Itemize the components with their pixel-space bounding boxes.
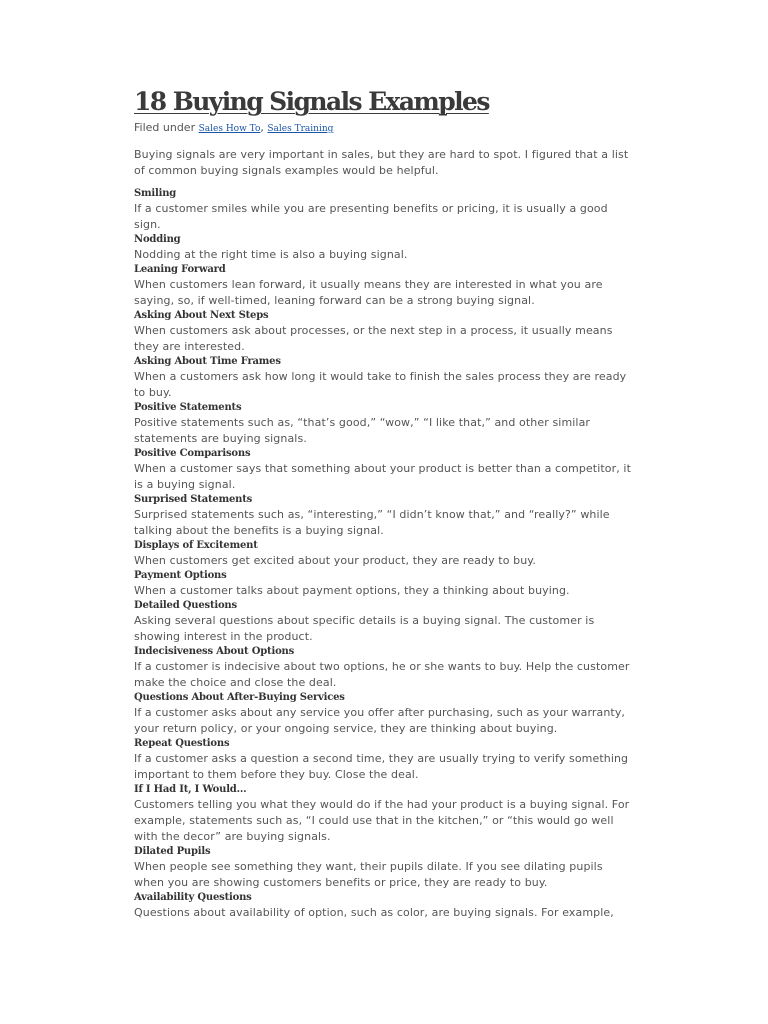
signal-heading: Detailed Questions	[134, 600, 237, 611]
signal-description: Nodding at the right time is also a buying signal.	[134, 248, 408, 261]
signal-heading: Nodding	[134, 234, 181, 245]
signal-description: When a customer says that something about your product is better than a competitor, it is a buying signal.	[134, 462, 631, 491]
signal-description: When customers get excited about your product, they are ready to buy.	[134, 554, 536, 567]
signal-description: If a customer asks about any service you offer after purchasing, such as your warranty, your return policy, or your ongoing service, they are thinking about buying.	[134, 706, 626, 735]
signal-item	[134, 233, 634, 263]
page-title: 18 Buying Signals Examples	[134, 87, 489, 116]
signal-description: When a customers ask how long it would take to finish the sales process they are ready to buy.	[134, 370, 627, 399]
signal-item	[134, 401, 634, 447]
signal-description: If a customer smiles while you are presenting benefits or pricing, it is usually a good sign.	[134, 202, 608, 231]
signal-item	[134, 447, 634, 493]
filed-under-label: Filed under	[134, 121, 196, 134]
signal-heading: Displays of Excitement	[134, 540, 258, 551]
signal-item	[134, 599, 634, 645]
signal-description: Asking several questions about specific details is a buying signal. The customer is showing interest in the product.	[134, 614, 595, 643]
category-link-sales-training[interactable]: Sales Training	[267, 124, 334, 134]
signal-item	[134, 263, 634, 309]
signal-item	[134, 737, 634, 783]
signal-item	[134, 187, 634, 233]
signal-heading: Positive Comparisons	[134, 448, 251, 459]
signal-item	[134, 493, 634, 539]
signal-description: Surprised statements such as, “interesting,” “I didn’t know that,” and “really?” while talking about the benefits is a buying signal.	[134, 508, 610, 537]
signal-heading: Asking About Next Steps	[134, 310, 269, 321]
signal-description: When people see something they want, their pupils dilate. If you see dilating pupils when you are showing customers benefits or price, they are ready to buy.	[134, 860, 603, 889]
signal-heading: Surprised Statements	[134, 494, 253, 505]
signal-item	[134, 845, 634, 891]
signal-item	[134, 783, 634, 845]
signal-heading: If I Had It, I Would…	[134, 784, 247, 795]
signal-description: When customers lean forward, it usually means they are interested in what you are saying, so, if well-timed, leaning forward can be a strong buying signal.	[134, 278, 603, 307]
signal-heading: Smiling	[134, 188, 177, 199]
category-link-sales-how-to[interactable]: Sales How To	[198, 124, 261, 134]
signal-heading: Payment Options	[134, 570, 227, 581]
signal-description: If a customer is indecisive about two options, he or she wants to buy. Help the customer make the choice and close the deal.	[134, 660, 630, 689]
signal-item	[134, 645, 634, 691]
signal-item	[134, 309, 634, 355]
signal-item	[134, 539, 634, 569]
signal-description: Customers telling you what they would do if the had your product is a buying signal. For example, statements such as, “I could use that in the kitchen,” or “this would go well with the decor” are buying signals.	[134, 798, 630, 843]
signal-heading: Availability Questions	[134, 892, 252, 903]
signal-description: Questions about availability of option, such as color, are buying signals. For example,	[134, 906, 614, 919]
signal-heading: Questions About After-Buying Services	[134, 692, 345, 703]
signal-description: When a customer talks about payment options, they a thinking about buying.	[134, 584, 570, 597]
signal-heading: Indecisiveness About Options	[134, 646, 295, 657]
category-separator: ,	[260, 121, 264, 134]
signal-heading: Leaning Forward	[134, 264, 226, 275]
signal-heading: Positive Statements	[134, 402, 242, 413]
signal-description: When customers ask about processes, or the next step in a process, it usually means they are interested.	[134, 324, 613, 353]
signal-description: If a customer asks a question a second time, they are usually trying to verify something important to them before they buy. Close the deal.	[134, 752, 629, 781]
signal-heading: Repeat Questions	[134, 738, 230, 749]
signal-item	[134, 355, 634, 401]
signal-description: Positive statements such as, “that’s good,” “wow,” “I like that,” and other similar statements are buying signals.	[134, 416, 591, 445]
article	[134, 84, 634, 921]
filed-under	[134, 120, 634, 137]
signal-heading: Asking About Time Frames	[134, 356, 281, 367]
signal-item	[134, 569, 634, 599]
signal-heading: Dilated Pupils	[134, 846, 211, 857]
signal-item	[134, 891, 634, 921]
signals-list	[134, 187, 634, 921]
signal-item	[134, 691, 634, 737]
intro-paragraph: Buying signals are very important in sales, but they are hard to spot. I figured that a list of common buying signals examples would be helpful.	[134, 148, 629, 177]
